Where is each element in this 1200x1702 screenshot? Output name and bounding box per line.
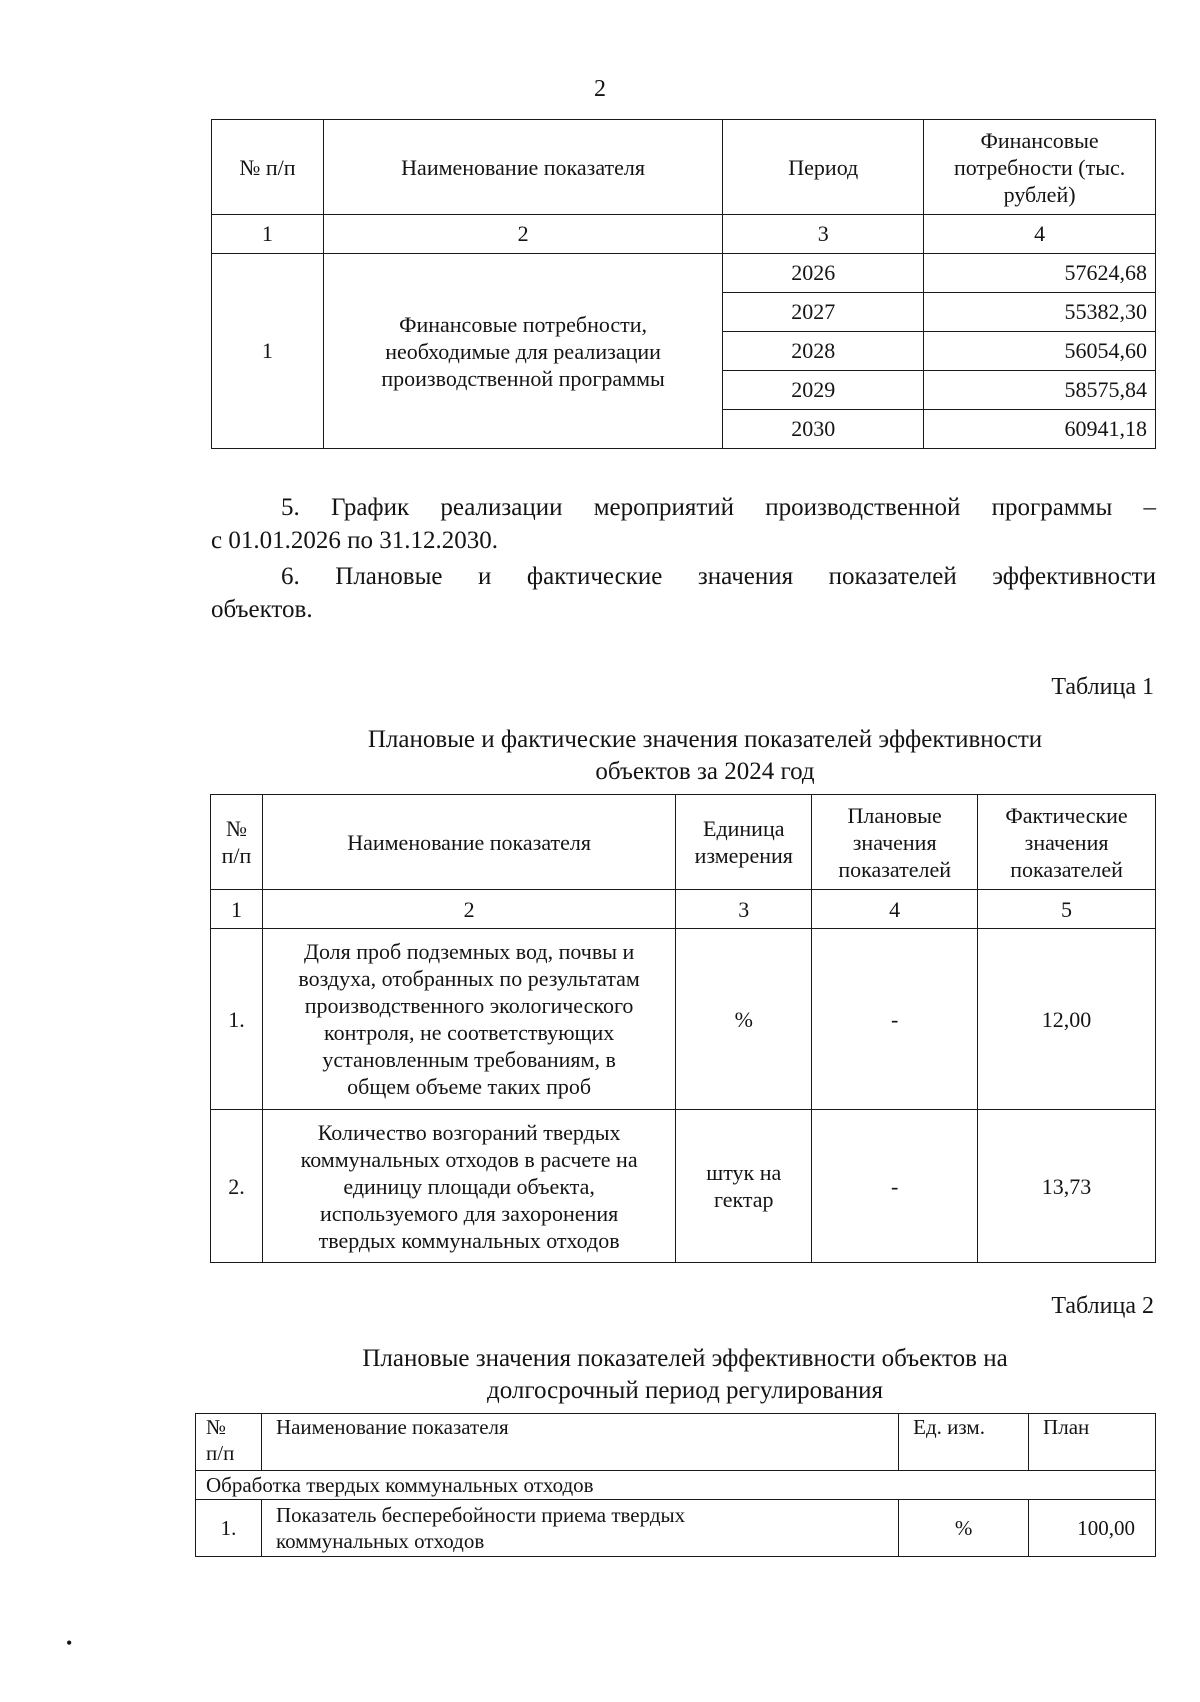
row-name bbox=[262, 929, 675, 1110]
table-row bbox=[211, 929, 1156, 1110]
section-row bbox=[196, 1471, 1156, 1500]
header-line: п/п bbox=[206, 1441, 235, 1465]
header-plan: План bbox=[1029, 1414, 1156, 1471]
header-line: измерения bbox=[694, 843, 793, 868]
value-cell: 60941,18 bbox=[924, 410, 1156, 449]
header-name: Наименование показателя bbox=[262, 795, 675, 890]
period-cell: 2027 bbox=[723, 293, 924, 332]
header-line: п/п bbox=[221, 843, 252, 868]
row-plan: 100,00 bbox=[1029, 1500, 1156, 1557]
row-unit: % bbox=[899, 1500, 1029, 1557]
row-name-line: установленным требованиям, в bbox=[322, 1047, 616, 1072]
row-unit-line: гектар bbox=[713, 1187, 774, 1212]
col-number: 5 bbox=[978, 890, 1156, 929]
header-finance-line: Финансовые bbox=[980, 127, 1099, 153]
col-number: 2 bbox=[262, 890, 675, 929]
paragraph-5-line-2: с 01.01.2026 по 31.12.2030. bbox=[211, 527, 498, 554]
table2 bbox=[195, 1413, 1156, 1557]
table-header-row bbox=[196, 1414, 1156, 1471]
row-name-line: Показатель бесперебойности приема твердых bbox=[275, 1503, 686, 1527]
financial-needs-table bbox=[211, 119, 1156, 449]
header-line: показателей bbox=[838, 856, 951, 882]
value-cell: 55382,30 bbox=[924, 293, 1156, 332]
row-name-line: производственной программы bbox=[381, 365, 665, 391]
row-number: 1 bbox=[212, 254, 324, 449]
header-line: Единица bbox=[703, 816, 785, 841]
column-number-row bbox=[211, 890, 1156, 929]
column-number-row bbox=[212, 215, 1156, 254]
row-plan: - bbox=[812, 1110, 978, 1263]
header-line: Плановые bbox=[847, 802, 942, 828]
header-period: Период bbox=[723, 120, 924, 215]
period-cell: 2029 bbox=[723, 371, 924, 410]
table2-label: Таблица 2 bbox=[1051, 1293, 1154, 1319]
header-line: значения bbox=[852, 829, 937, 855]
col-number: 3 bbox=[676, 890, 812, 929]
header-finance bbox=[924, 120, 1156, 215]
header-unit: Ед. изм. bbox=[899, 1414, 1029, 1471]
value-cell: 57624,68 bbox=[924, 254, 1156, 293]
page-number: 2 bbox=[594, 76, 606, 102]
period-cell: 2026 bbox=[723, 254, 924, 293]
header-finance-line: рублей) bbox=[1003, 181, 1076, 207]
row-number: 1. bbox=[196, 1500, 262, 1557]
row-unit-line: % bbox=[734, 1006, 753, 1032]
row-number: 1. bbox=[211, 929, 263, 1110]
row-plan: - bbox=[812, 929, 978, 1110]
table-row bbox=[196, 1500, 1156, 1557]
row-name bbox=[261, 1500, 898, 1557]
col-number: 4 bbox=[924, 215, 1156, 254]
table1 bbox=[210, 794, 1156, 1263]
row-unit bbox=[676, 929, 812, 1110]
table2-title-line-2: долгосрочный период регулирования bbox=[487, 1377, 883, 1404]
table-row bbox=[211, 1110, 1156, 1263]
header-name: Наименование показателя bbox=[323, 120, 723, 215]
table-row bbox=[212, 254, 1156, 293]
paragraph-5-line-1: 5. График реализации мероприятий производственной программы – bbox=[281, 494, 1156, 521]
paragraph-6-line-1: 6. Плановые и фактические значения показателей эффективности bbox=[281, 563, 1156, 590]
row-name-line: твердых коммунальных отходов bbox=[318, 1227, 620, 1253]
value-cell: 56054,60 bbox=[924, 332, 1156, 371]
header-plan bbox=[812, 795, 978, 890]
header-no: № п/п bbox=[212, 120, 324, 215]
header-line: значения bbox=[1024, 829, 1109, 855]
header-no bbox=[196, 1414, 262, 1471]
row-name-line: контроля, не соответствующих bbox=[324, 1020, 615, 1045]
row-name-line: производственного экологического bbox=[304, 993, 634, 1018]
row-name-line: общем объеме таких проб bbox=[347, 1074, 592, 1099]
row-name bbox=[262, 1110, 675, 1263]
row-number: 2. bbox=[211, 1110, 263, 1263]
col-number: 3 bbox=[723, 215, 924, 254]
row-name-line: воздуха, отобранных по результатам bbox=[298, 966, 640, 991]
table-header-row bbox=[211, 795, 1156, 890]
row-name-line: Количество возгораний твердых bbox=[317, 1119, 621, 1145]
header-name: Наименование показателя bbox=[261, 1414, 898, 1471]
paragraph-6-line-2: объектов. bbox=[211, 596, 313, 623]
col-number: 1 bbox=[212, 215, 324, 254]
row-name-line: коммунальных отходов bbox=[275, 1529, 485, 1553]
row-fact: 12,00 bbox=[978, 929, 1156, 1110]
period-cell: 2028 bbox=[723, 332, 924, 371]
row-unit bbox=[676, 1110, 812, 1263]
header-line: показателей bbox=[1010, 856, 1123, 882]
header-no bbox=[211, 795, 263, 890]
col-number: 1 bbox=[211, 890, 263, 929]
value-cell: 58575,84 bbox=[924, 371, 1156, 410]
row-name-line: используемого для захоронения bbox=[319, 1200, 619, 1226]
table1-label: Таблица 1 bbox=[1051, 674, 1154, 700]
table-header-row bbox=[212, 120, 1156, 215]
col-number: 2 bbox=[323, 215, 723, 254]
row-name-line: единицу площади объекта, bbox=[343, 1173, 595, 1199]
section-title: Обработка твердых коммунальных отходов bbox=[196, 1471, 1156, 1500]
period-cell: 2030 bbox=[723, 410, 924, 449]
table1-title-line-2: объектов за 2024 год bbox=[595, 758, 815, 785]
row-name-line: Доля проб подземных вод, почвы и bbox=[303, 939, 635, 964]
row-name-line: Финансовые потребности, bbox=[399, 311, 648, 337]
row-name-line: необходимые для реализации bbox=[385, 338, 661, 364]
header-line: № bbox=[225, 816, 247, 841]
header-fact bbox=[978, 795, 1156, 890]
row-fact: 13,73 bbox=[978, 1110, 1156, 1263]
header-line: № bbox=[206, 1415, 227, 1439]
header-finance-line: потребности (тыс. bbox=[953, 154, 1126, 180]
row-name-line: коммунальных отходов в расчете на bbox=[300, 1146, 638, 1172]
header-unit bbox=[676, 795, 812, 890]
col-number: 4 bbox=[812, 890, 978, 929]
table2-title-line-1: Плановые значения показателей эффективности объектов на bbox=[362, 1345, 1008, 1372]
row-unit-line: штук на bbox=[706, 1160, 782, 1185]
header-line: Фактические bbox=[1005, 802, 1128, 828]
table1-title-line-1: Плановые и фактические значения показателей эффективности bbox=[367, 726, 1043, 753]
scan-mark: • bbox=[66, 1633, 73, 1653]
row-name bbox=[323, 254, 723, 449]
